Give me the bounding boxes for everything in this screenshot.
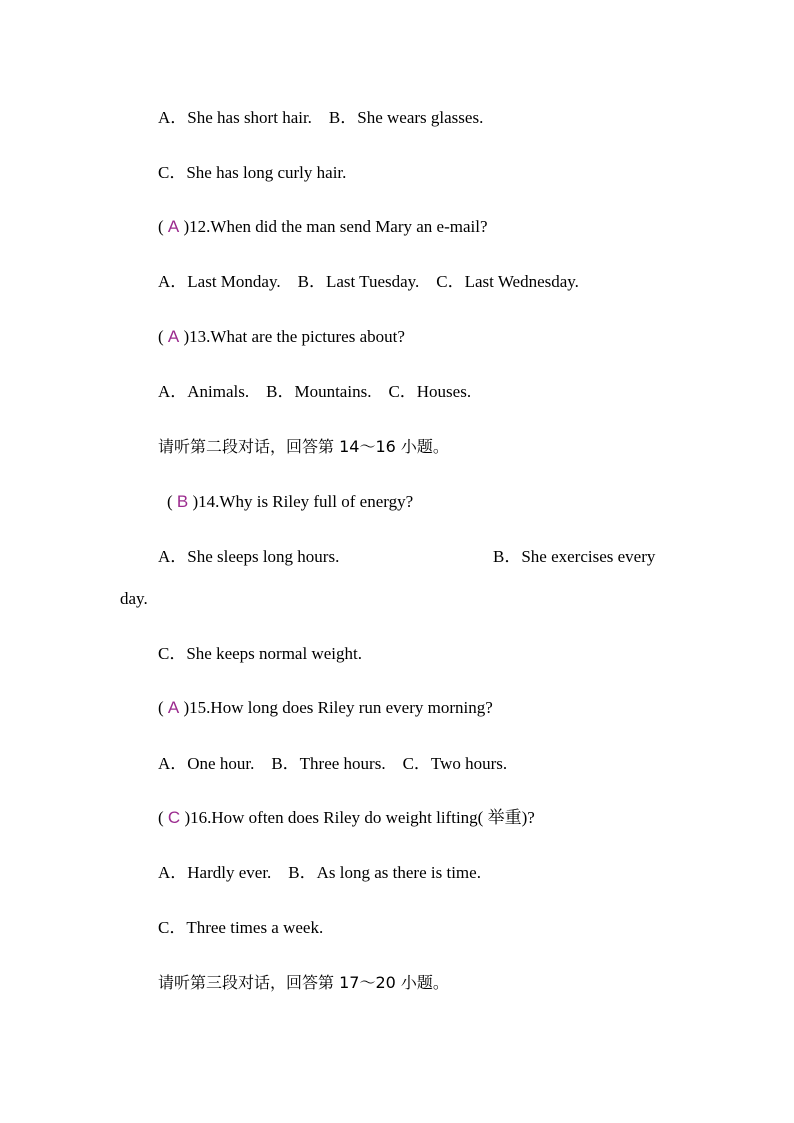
q14-option-b: B．She exercises every (493, 547, 656, 566)
answer-16: C (167, 808, 181, 827)
q16-options-ab: A．Hardly ever. B．As long as there is time. (158, 863, 481, 882)
q16-option-c: C．Three times a week. (158, 918, 324, 937)
section-3-instruction: 请听第三段对话，回答第 17～20 小题。 (158, 973, 449, 992)
question-13 (158, 327, 405, 347)
bracket-open: ( (158, 808, 168, 827)
q11-option-c: C．She has long curly hair. (158, 163, 347, 182)
bracket-open: ( (158, 327, 168, 346)
question-16 (158, 808, 535, 828)
answer-15: A (167, 698, 180, 717)
question-14-text: )14.Why is Riley full of energy? (188, 492, 414, 511)
question-15-text: )15.How long does Riley run every morning? (179, 698, 493, 717)
question-12-text: )12.When did the man send Mary an e-mail? (179, 217, 488, 236)
answer-14: B (176, 492, 189, 511)
bracket-open: ( (158, 217, 168, 236)
question-12 (158, 217, 488, 237)
answer-13: A (167, 327, 180, 346)
q12-options: A．Last Monday. B．Last Tuesday. C．Last Wednesday. (158, 272, 579, 291)
bracket-open: ( (158, 698, 168, 717)
q15-options: A．One hour. B．Three hours. C．Two hours. (158, 754, 508, 773)
question-14 (167, 492, 413, 512)
question-13-text: )13.What are the pictures about? (179, 327, 405, 346)
answer-12: A (167, 217, 180, 236)
section-2-instruction: 请听第二段对话，回答第 14～16 小题。 (158, 437, 449, 456)
q13-options: A．Animals. B．Mountains. C．Houses. (158, 382, 472, 401)
question-15 (158, 698, 493, 718)
q14-option-c: C．She keeps normal weight. (158, 644, 362, 663)
question-16-text: )16.How often does Riley do weight lifting( 举重)? (180, 808, 535, 827)
q14-option-a: A．She sleeps long hours. (158, 547, 340, 566)
q11-options-ab: A．She has short hair. B．She wears glasses. (158, 108, 484, 127)
q14-option-b-wrap: day. (120, 589, 148, 608)
bracket-open: ( (167, 492, 177, 511)
